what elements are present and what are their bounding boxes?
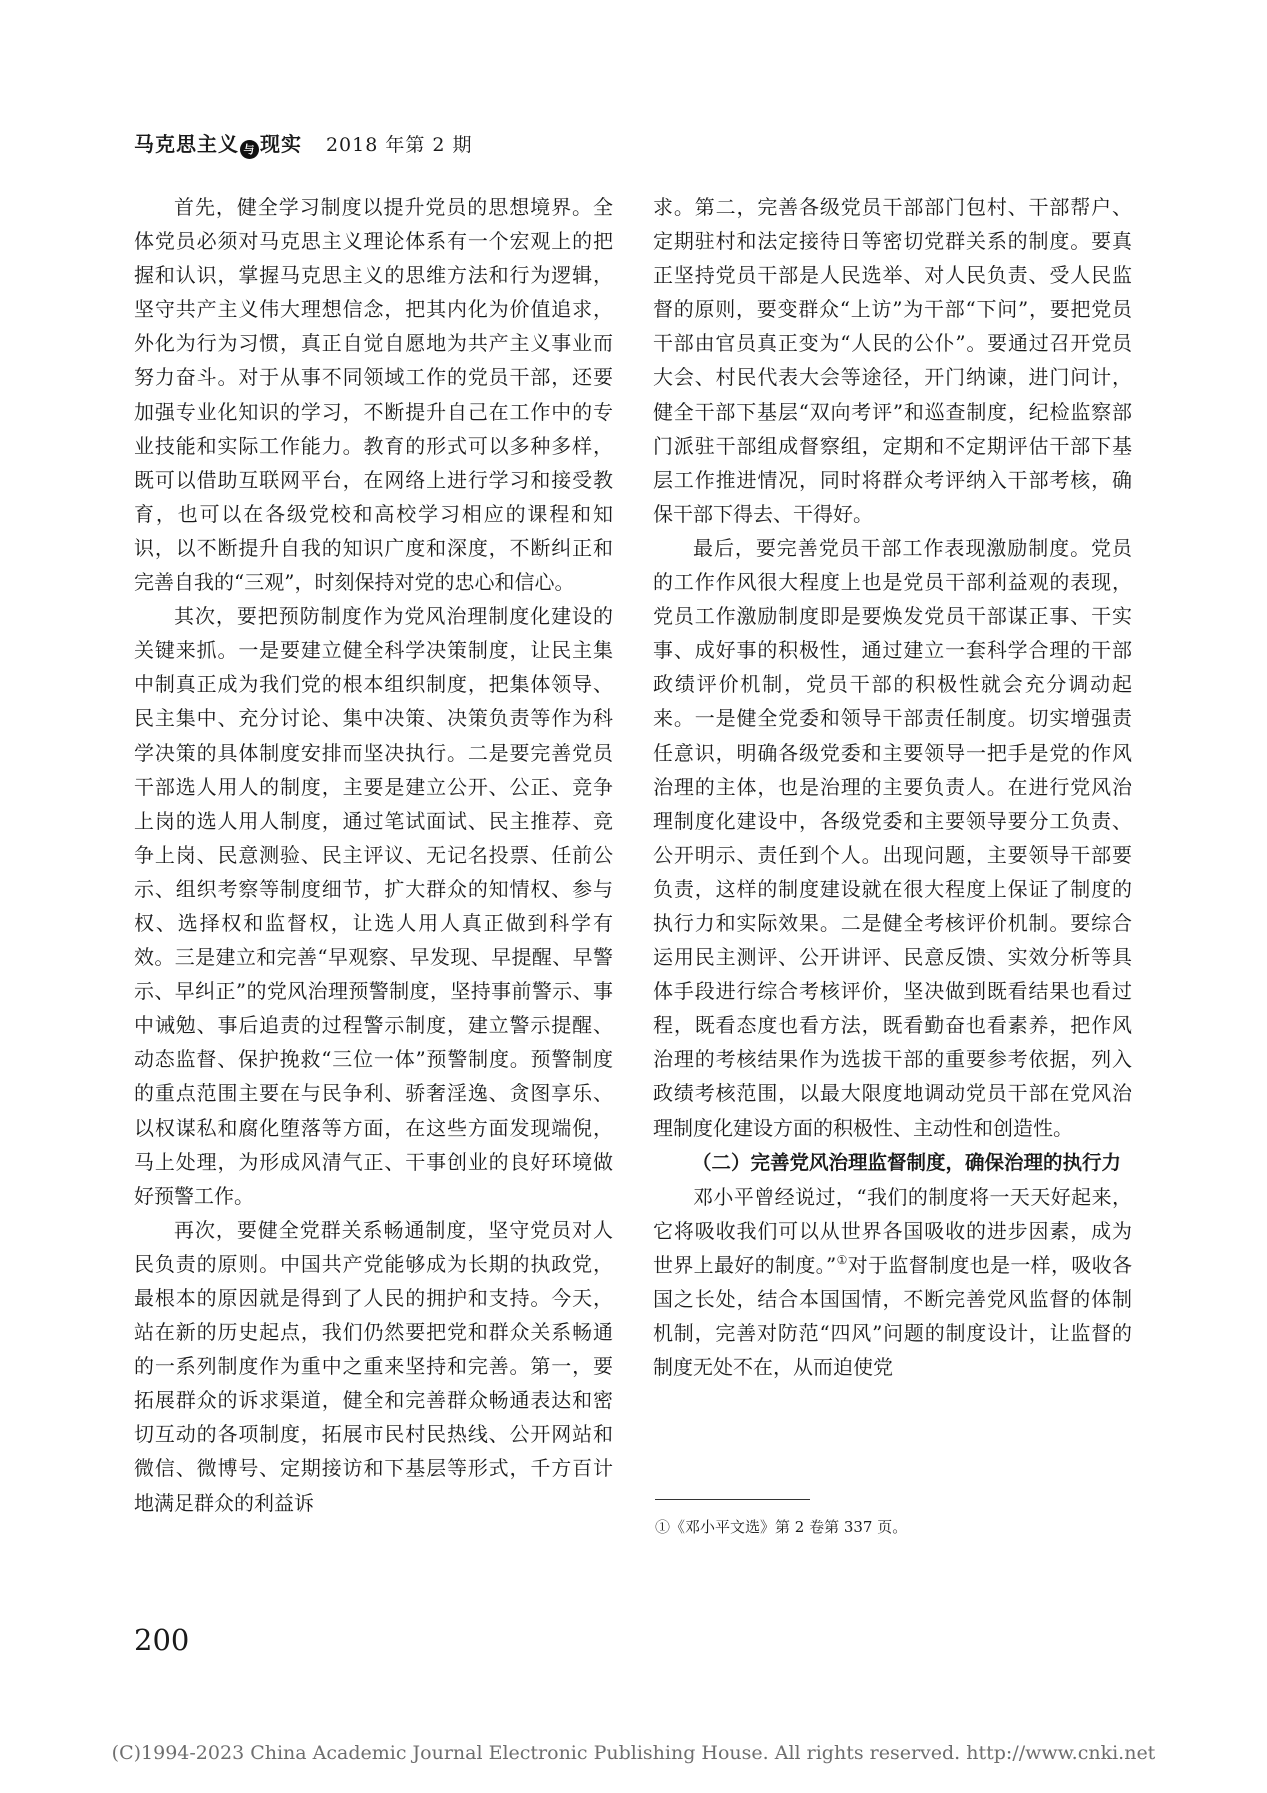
paragraph-finally: 最后，要完善党员干部工作表现激励制度。党员的工作作风很大程度上也是党员干部利益观的表现，党员工作激励制度即是要焕发党员干部谋正事、干实事、成好事的积极性，通过建立一套科学合理的干部政绩评价机制，党员干部的积极性就会充分调动起来。一是健全党委和领导干部责任制度。切实增强责任意识，明确各级党委和主要领导一把手是党的作风治理的主体，也是治理的主要负责人。在进行党风治理制度化建设中，各级党委和主要领导要分工负责、公开明示、责任到个人。出现问题，主要领导干部要负责，这样的制度建设就在很大程度上保证了制度的执行力和实际效果。二是健全考核评价机制。要综合运用民主测评、公开讲评、民意反馈、实效分析等具体手段进行综合考核评价，坚决做到既看结果也看过程，既看态度也看方法，既看勤奋也看素养，把作风治理的考核结果作为选拔干部的重要参考依据，列入政绩考核范围，以最大限度地调动党员干部在党风治理制度化建设方面的积极性、主动性和创造性。 (653, 535, 1132, 1140)
footnote-ref[interactable]: ① (836, 1252, 848, 1267)
issue-label: 2018 年第 2 期 (325, 134, 473, 156)
paragraph-first: 首先，健全学习制度以提升党员的思想境界。全体党员必须对马克思主义理论体系有一个宏观上的把握和认识，掌握马克思主义的思维方法和行为逻辑，坚守共产主义伟大理想信念，把其内化为价值追求，外化为行为习惯，真正自觉自愿地为共产主义事业而努力奋斗。对于从事不同领域工作的党员干部，还要加强专业化知识的学习，不断提升自己在工作中的专业技能和实际工作能力。教育的形式可以多种多样，既可以借助互联网平台，在网络上进行学习和接受教育，也可以在各级党校和高校学习相应的课程和知识，以不断提升自我的知识广度和深度，不断纠正和完善自我的“三观”，时刻保持对党的忠心和信心。 (134, 195, 613, 595)
journal-name-suffix: 现实 (260, 132, 302, 156)
paragraph-continuation: 求。第二，完善各级党员干部部门包村、干部帮户、定期驻村和法定接待日等密切党群关系的制度。要真正坚持党员干部是人民选举、对人民负责、受人民监督的原则，要变群众“上访”为干部“下问”，要把党员干部由官员真正变为“人民的公仆”。要通过召开党员大会、村民代表大会等途径，开门纳谏，进门问计，健全干部下基层“双向考评”和巡查制度，纪检监察部门派驻干部组成督察组，定期和不定期评估干部下基层工作推进情况，同时将群众考评纳入干部考核，确保干部下得去、干得好。 (653, 195, 1132, 526)
paragraph-third: 再次，要健全党群关系畅通制度，坚守党员对人民负责的原则。中国共产党能够成为长期的执政党，最根本的原因就是得到了人民的拥护和支持。今天，站在新的历史起点，我们仍然要把党和群众关系畅通的一系列制度作为重中之重来坚持和完善。第一，要拓展群众的诉求渠道，健全和完善群众畅通表达和密切互动的各项制度，拓展市民村民热线、公开网站和微信、微博号、定期接访和下基层等形式，千方百计地满足群众的利益诉 (134, 1217, 613, 1515)
journal-logo-icon: 与 (240, 140, 259, 159)
footnote-divider (655, 1499, 810, 1500)
right-column (653, 190, 1132, 1384)
section-heading: （二）完善党风治理监督制度，确保治理的执行力 (692, 1150, 1122, 1174)
running-header (134, 128, 473, 159)
quote-text: 邓小平曾经说过，“我们的制度将一天天好起来，它将吸收我们可以从世界各国吸收的进步因素，成为世界上最好的制度。” (653, 1184, 1132, 1277)
journal-name: 马克思主义 (134, 132, 239, 156)
footnote: ①《邓小平文选》第 2 卷第 337 页。 (655, 1518, 908, 1536)
quote-followup: 对于监督制度也是一样，吸收各国之长处，结合本国国情，不断完善党风监督的体制机制，完善对防范“四风”问题的制度设计，让监督的制度无处不在，从而迫使党 (653, 1252, 1133, 1380)
left-column (134, 190, 613, 1520)
paragraph-second: 其次，要把预防制度作为党风治理制度化建设的关键来抓。一是要建立健全科学决策制度，让民主集中制真正成为我们党的根本组织制度，把集体领导、民主集中、充分讨论、集中决策、决策负责等作为科学决策的具体制度安排而坚决执行。二是要完善党员干部选人用人的制度，主要是建立公开、公正、竞争上岗的选人用人制度，通过笔试面试、民主推荐、竞争上岗、民意测验、民主评议、无记名投票、任前公示、组织考察等制度细节，扩大群众的知情权、参与权、选择权和监督权，让选人用人真正做到科学有效。三是建立和完善“早观察、早发现、早提醒、早警示、早纠正”的党风治理预警制度，坚持事前警示、事中诫勉、事后追责的过程警示制度，建立警示提醒、动态监督、保护挽救“三位一体”预警制度。预警制度的重点范围主要在与民争利、骄奢淫逸、贪图享乐、以权谋私和腐化堕落等方面，在这些方面发现端倪，马上处理，为形成风清气正、干事创业的良好环境做好预警工作。 (134, 604, 613, 1208)
paragraph-quote (653, 1180, 1132, 1385)
copyright-line: (C)1994-2023 China Academic Journal Electronic Publishing House. All rights reserved. http://www.cnki.net (111, 1742, 1156, 1764)
page-number: 200 (134, 1623, 190, 1657)
